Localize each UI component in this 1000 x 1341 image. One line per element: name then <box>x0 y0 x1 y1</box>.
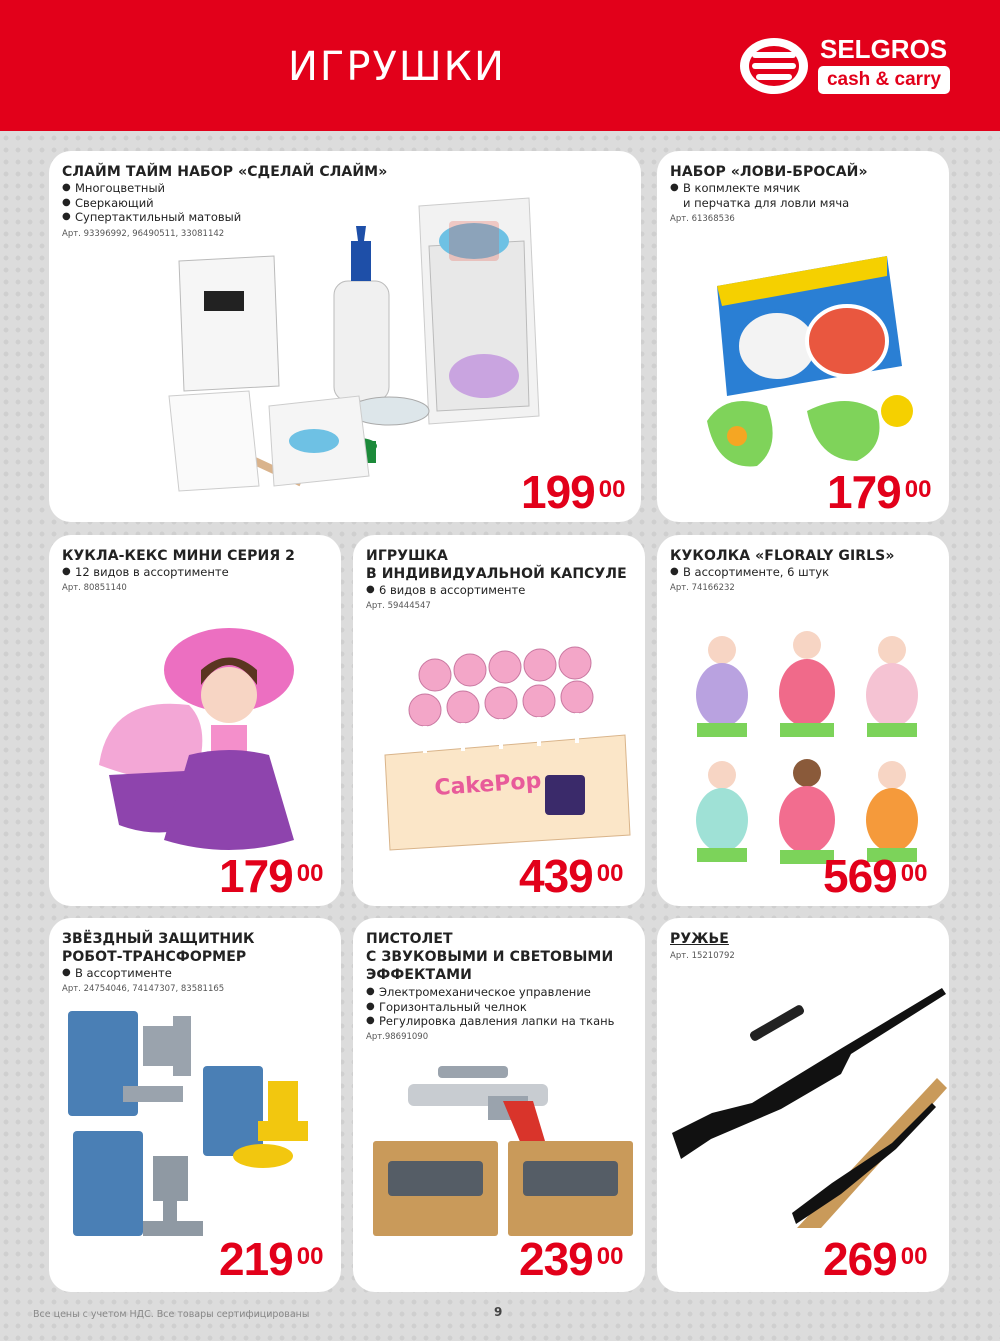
product-title <box>62 163 387 181</box>
product-price <box>519 1233 624 1285</box>
price-main: 219 <box>219 1233 293 1285</box>
price-main: 569 <box>823 850 897 902</box>
product-features <box>62 966 172 981</box>
article-number: Арт. 61368536 <box>670 214 735 224</box>
product-features <box>366 583 525 598</box>
feature-item: ● Электромеханическое управление <box>366 985 614 1000</box>
article-number: Арт. 24754046, 74147307, 83581165 <box>62 984 225 994</box>
article-number: Арт.98691090 <box>366 1032 429 1042</box>
product-card-rifle <box>657 918 949 1292</box>
price-main: 239 <box>519 1233 593 1285</box>
feature-item: ● В ассортименте <box>62 966 172 981</box>
price-cents: 00 <box>296 860 324 887</box>
product-card-cupcake-doll <box>49 535 341 906</box>
slime-kit-image <box>99 186 639 506</box>
product-card-capsule-toy <box>353 535 645 906</box>
product-title-line: НАБОР «ЛОВИ-БРОСАЙ» <box>670 164 868 180</box>
article-number: Арт. 74166232 <box>670 583 735 593</box>
selgros-logo-icon <box>738 36 810 96</box>
feature-item: ● 6 видов в ассортименте <box>366 583 525 598</box>
price-main: 439 <box>519 850 593 902</box>
price-cents: 00 <box>900 1243 928 1270</box>
product-title <box>670 930 729 948</box>
price-main: 269 <box>823 1233 897 1285</box>
product-title-line: СЛАЙМ ТАЙМ НАБОР «СДЕЛАЙ СЛАЙМ» <box>62 164 388 180</box>
price-cents: 00 <box>596 1243 624 1270</box>
product-title <box>366 547 627 583</box>
feature-item: ● Горизонтальный челнок <box>366 1000 614 1015</box>
price-main: 179 <box>827 466 901 518</box>
product-price <box>219 1233 324 1285</box>
brand-tagline: cash & carry <box>818 66 950 94</box>
product-title-line: ЗВЁЗДНЫЙ ЗАЩИТНИК <box>62 931 255 947</box>
product-features <box>670 181 849 210</box>
product-card-catch-set <box>657 151 949 522</box>
cupcake-doll-image <box>89 625 329 855</box>
page-header <box>0 0 1000 131</box>
page-title: ИГРУШКИ <box>288 44 506 90</box>
feature-item: ● Регулировка давления лапки на ткань <box>366 1014 614 1029</box>
product-title-line: РУЖЬЕ <box>670 931 729 947</box>
robot-transformer-image <box>63 1006 333 1246</box>
product-title <box>670 163 868 181</box>
article-number: Арт. 59444547 <box>366 601 431 611</box>
price-cents: 00 <box>598 476 626 503</box>
page-number: 9 <box>494 1305 503 1319</box>
price-cents: 00 <box>596 860 624 887</box>
product-price <box>521 466 626 518</box>
product-card-floraly-girls <box>657 535 949 906</box>
feature-item: и перчатка для ловли мяча <box>683 195 850 210</box>
product-title-line: РОБОТ-ТРАНСФОРМЕР <box>62 949 247 965</box>
floraly-dolls-image <box>682 615 932 875</box>
product-features <box>62 565 229 580</box>
product-title <box>670 547 895 565</box>
price-cents: 00 <box>900 860 928 887</box>
feature-item: ● Сверкающий <box>62 196 241 211</box>
product-title-line: С ЗВУКОВЫМИ И СВЕТОВЫМИ <box>366 949 614 965</box>
feature-item: ● В ассортименте, 6 штук <box>670 565 829 580</box>
product-card-slime <box>49 151 641 522</box>
price-cents: 00 <box>296 1243 324 1270</box>
product-price <box>827 466 932 518</box>
article-number: Арт. 15210792 <box>670 951 735 961</box>
capsule-display-image <box>375 635 635 855</box>
product-card-pistol <box>353 918 645 1292</box>
pistol-image <box>368 1046 638 1246</box>
price-main: 199 <box>521 466 595 518</box>
product-price <box>519 850 624 902</box>
product-title-line: КУКОЛКА «FLORALY GIRLS» <box>670 548 895 564</box>
selgros-logo <box>738 34 958 98</box>
product-title <box>62 547 295 565</box>
product-title-line: ИГРУШКА <box>366 548 448 564</box>
product-title <box>366 930 613 984</box>
product-price <box>823 1233 928 1285</box>
article-number: Арт. 93396992, 96490511, 33081142 <box>62 229 225 239</box>
article-number: Арт. 80851140 <box>62 583 127 593</box>
product-title-line: ПИСТОЛЕТ <box>366 931 453 947</box>
svg-text:CakePop: CakePop <box>433 768 543 801</box>
feature-item: ● В копмлекте мячик <box>670 181 849 196</box>
price-cents: 00 <box>904 476 932 503</box>
feature-item: ● Многоцветный <box>62 181 241 196</box>
product-price <box>823 850 928 902</box>
brand-name: SELGROS <box>820 34 948 64</box>
product-title-line: В ИНДИВИДУАЛЬНОЙ КАПСУЛЕ <box>366 566 627 582</box>
product-price <box>219 850 324 902</box>
product-features <box>670 565 829 580</box>
feature-item: ● 12 видов в ассортименте <box>62 565 229 580</box>
price-main: 179 <box>219 850 293 902</box>
rifle-image <box>667 968 947 1228</box>
product-title <box>62 930 255 966</box>
product-features <box>366 985 614 1029</box>
product-card-robot-transformer <box>49 918 341 1292</box>
catch-set-image <box>697 246 937 486</box>
footer-note: Все цены с учетом НДС. Все товары сертифицированы <box>33 1309 310 1320</box>
feature-item: ● Супертактильный матовый <box>62 210 241 225</box>
product-title-line: КУКЛА-КЕКС МИНИ СЕРИЯ 2 <box>62 548 296 564</box>
product-title-line: ЭФФЕКТАМИ <box>366 967 472 983</box>
